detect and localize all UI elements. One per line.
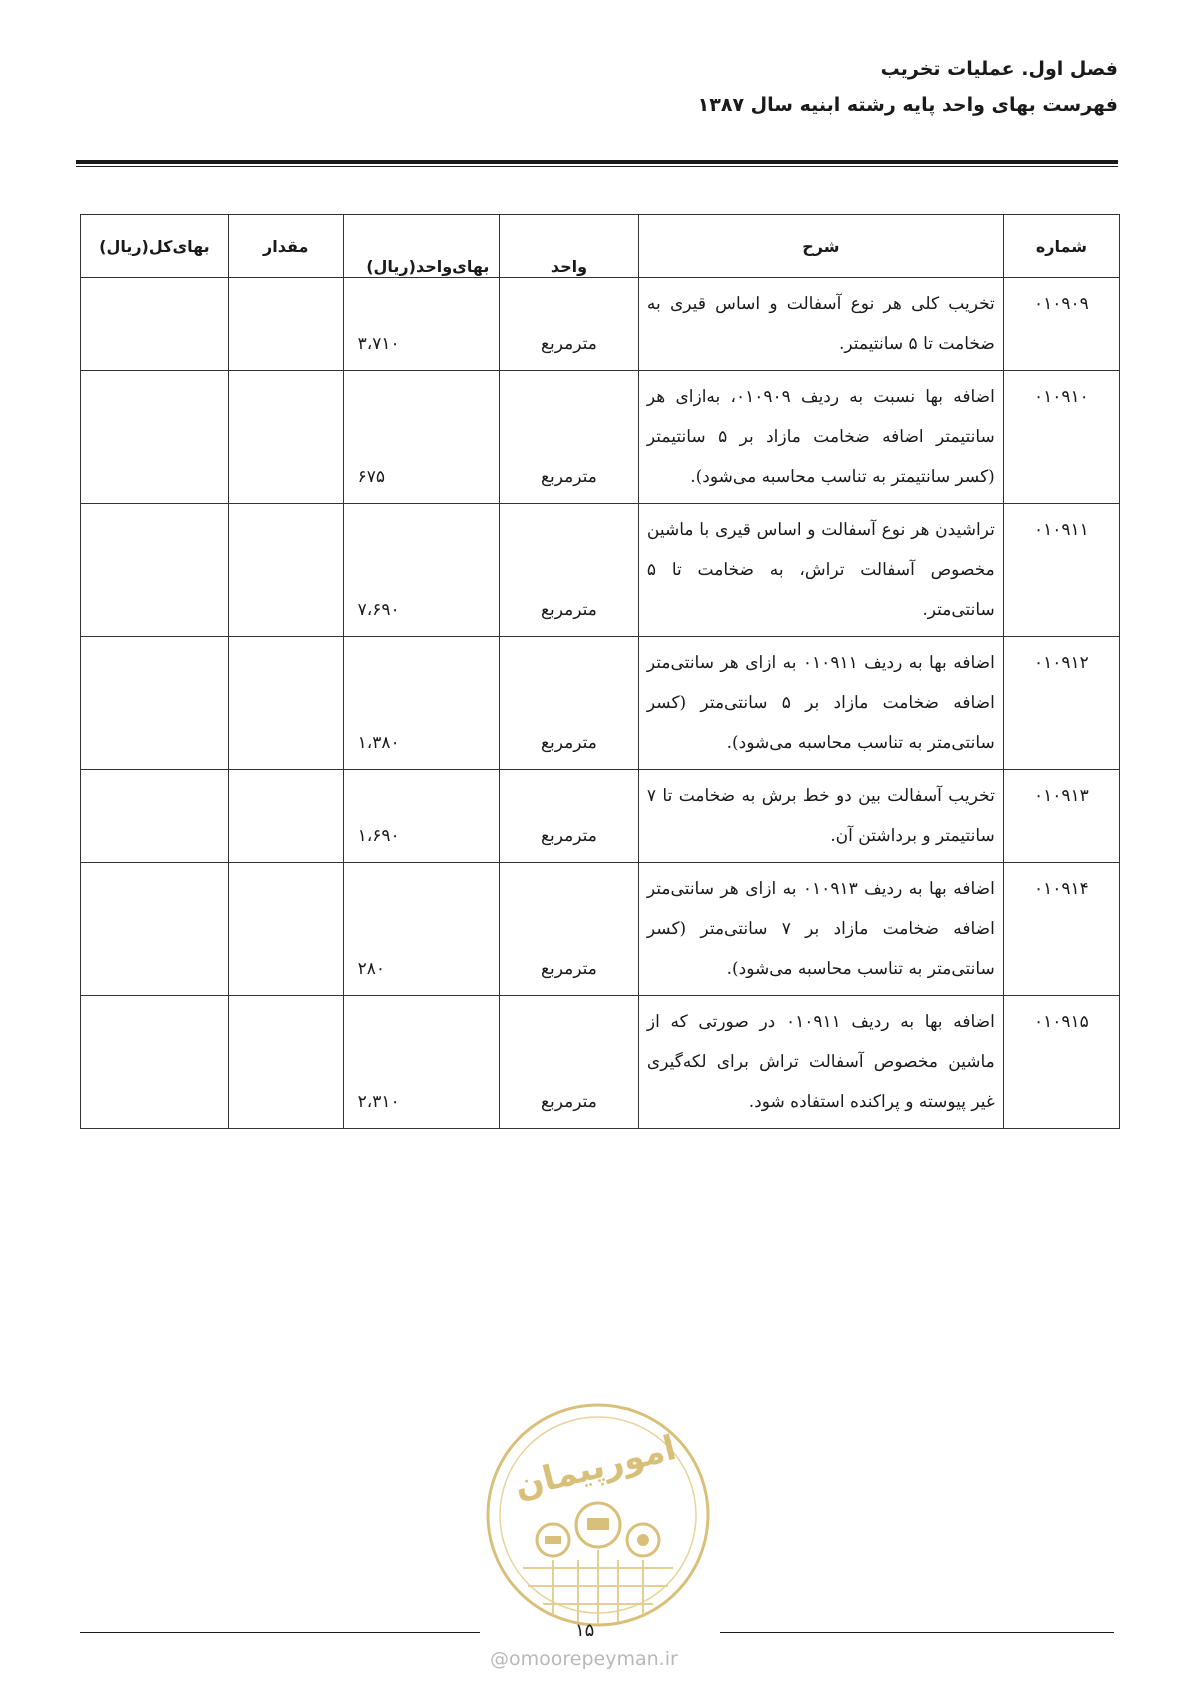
row-unit-price: ۷،۶۹۰	[343, 504, 499, 637]
table-row	[81, 770, 1120, 863]
row-total	[81, 278, 229, 371]
table-header-row	[81, 215, 1120, 278]
footer-rule-right	[720, 1632, 1114, 1633]
logo-wordmark: امورپیمان	[510, 1427, 681, 1507]
row-total	[81, 770, 229, 863]
row-description: اضافه بها نسبت به ردیف ۰۱۰۹۰۹، به‌ازای هر سانتیمتر اضافه ضخامت مازاد بر ۵ سانتیمتر (کسر سانتیمتر به تناسب محاسبه می‌شود).	[638, 371, 1003, 504]
page-header	[72, 58, 1118, 116]
row-total	[81, 504, 229, 637]
row-description: تخریب آسفالت بین دو خط برش به ضخامت تا ۷ سانتیمتر و برداشتن آن.	[638, 770, 1003, 863]
row-quantity	[228, 278, 343, 371]
document-subtitle: فهرست بهای واحد پایه رشته ابنیه سال ۱۳۸۷	[697, 94, 1118, 116]
row-quantity	[228, 637, 343, 770]
row-description: اضافه بها به ردیف ۰۱۰۹۱۱ به ازای هر سانتی‌متر اضافه ضخامت مازاد بر ۵ سانتی‌متر (کسر سانتی‌متر به تناسب محاسبه می‌شود).	[638, 637, 1003, 770]
row-unit: مترمربع	[500, 770, 639, 863]
row-code: ۰۱۰۹۱۱	[1003, 504, 1119, 637]
table-row	[81, 504, 1120, 637]
row-code: ۰۱۰۹۰۹	[1003, 278, 1119, 371]
row-quantity	[228, 770, 343, 863]
col-header-total: بهای‌کل(ریال)	[81, 215, 229, 278]
organization-logo	[483, 1400, 713, 1630]
row-description: اضافه بها به ردیف ۰۱۰۹۱۱ در صورتی که از ماشین مخصوص آسفالت تراش برای لکه‌گیری غیر پیوسته و پراکنده استفاده شود.	[638, 996, 1003, 1129]
price-table	[80, 214, 1120, 1129]
page-number: ۱۵	[575, 1620, 595, 1641]
row-total	[81, 996, 229, 1129]
row-unit: مترمربع	[500, 863, 639, 996]
row-code: ۰۱۰۹۱۵	[1003, 996, 1119, 1129]
row-total	[81, 371, 229, 504]
row-unit-price: ۲۸۰	[343, 863, 499, 996]
row-description: تراشیدن هر نوع آسفالت و اساس قیری با ماشین مخصوص آسفالت تراش، به ضخامت تا ۵ سانتی‌متر.	[638, 504, 1003, 637]
row-quantity	[228, 863, 343, 996]
watermark-text: @omoorepeyman.ir	[490, 1648, 678, 1670]
row-code: ۰۱۰۹۱۳	[1003, 770, 1119, 863]
chapter-title: فصل اول. عملیات تخریب	[880, 58, 1118, 80]
row-unit-price: ۱،۳۸۰	[343, 637, 499, 770]
row-unit: مترمربع	[500, 637, 639, 770]
row-code: ۰۱۰۹۱۴	[1003, 863, 1119, 996]
table-row	[81, 371, 1120, 504]
row-quantity	[228, 996, 343, 1129]
row-unit: مترمربع	[500, 504, 639, 637]
row-unit: مترمربع	[500, 996, 639, 1129]
row-code: ۰۱۰۹۱۲	[1003, 637, 1119, 770]
row-unit-price: ۱،۶۹۰	[343, 770, 499, 863]
row-unit-price: ۳،۷۱۰	[343, 278, 499, 371]
footer-rule-left	[80, 1632, 480, 1633]
col-header-unit: واحد	[500, 215, 639, 278]
col-header-code: شماره	[1003, 215, 1119, 278]
row-unit-price: ۲،۳۱۰	[343, 996, 499, 1129]
row-unit: مترمربع	[500, 371, 639, 504]
header-rule-thin	[76, 166, 1118, 167]
table-row	[81, 637, 1120, 770]
row-unit: مترمربع	[500, 278, 639, 371]
row-quantity	[228, 504, 343, 637]
row-quantity	[228, 371, 343, 504]
table-row	[81, 996, 1120, 1129]
table-row	[81, 863, 1120, 996]
row-total	[81, 863, 229, 996]
row-total	[81, 637, 229, 770]
header-rule-thick	[76, 160, 1118, 164]
col-header-description: شرح	[638, 215, 1003, 278]
table-row	[81, 278, 1120, 371]
col-header-unit-price: بهای‌واحد(ریال)	[343, 215, 499, 278]
row-description: اضافه بها به ردیف ۰۱۰۹۱۳ به ازای هر سانتی‌متر اضافه ضخامت مازاد بر ۷ سانتی‌متر (کسر سانتی‌متر به تناسب محاسبه می‌شود).	[638, 863, 1003, 996]
col-header-quantity: مقدار	[228, 215, 343, 278]
row-description: تخریب کلی هر نوع آسفالت و اساس قیری به ضخامت تا ۵ سانتیمتر.	[638, 278, 1003, 371]
logo-emblems	[545, 1518, 649, 1546]
row-unit-price: ۶۷۵	[343, 371, 499, 504]
row-code: ۰۱۰۹۱۰	[1003, 371, 1119, 504]
